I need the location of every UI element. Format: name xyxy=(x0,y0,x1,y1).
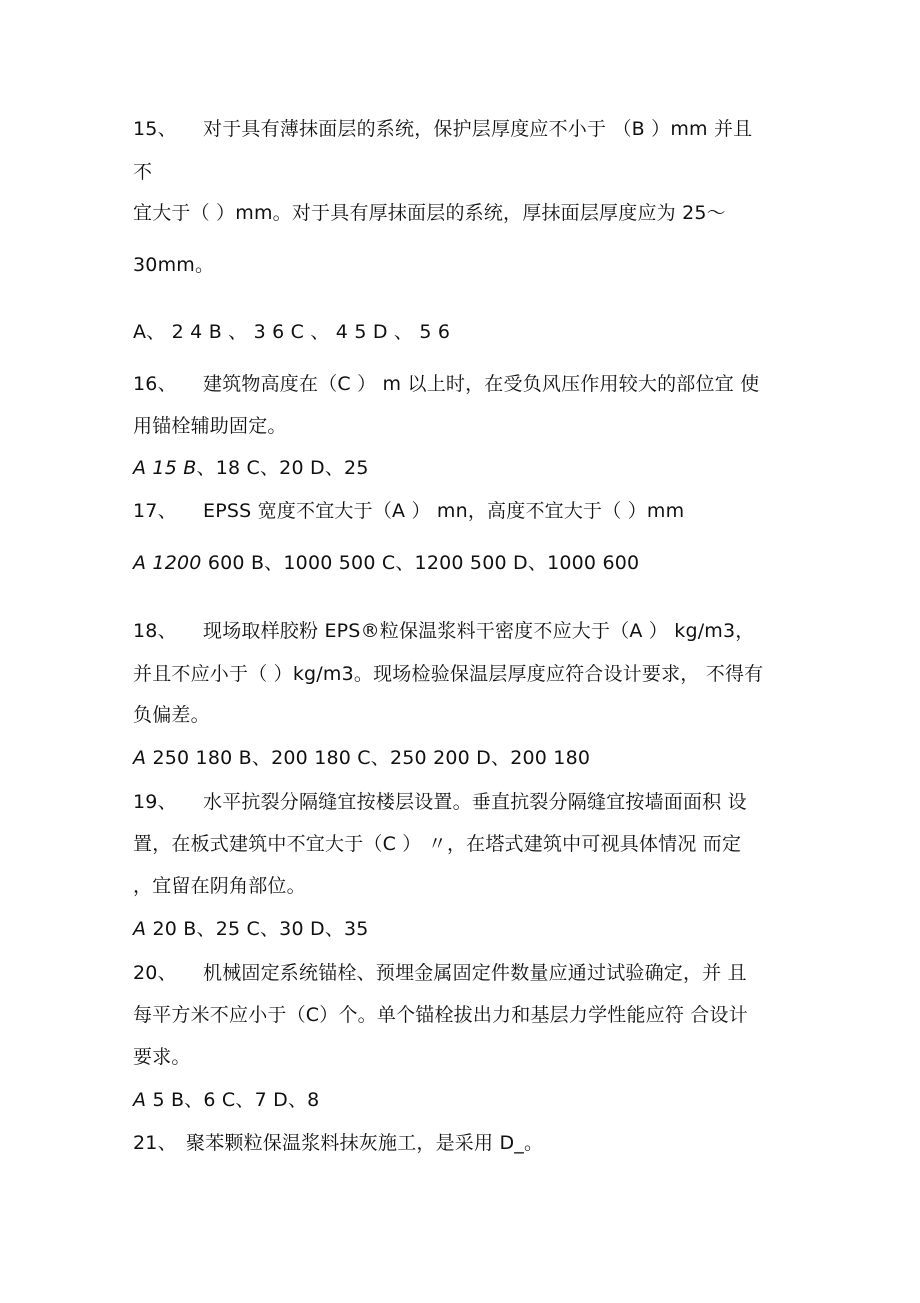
q20-options-rest: 5 B、6 C、7 D、8 xyxy=(146,1089,320,1111)
q18-line-3: 负偏差。 xyxy=(133,704,210,726)
q18-text-1: 现场取样胶粉 EPS®粒保温浆料干密度不应大于（A ） kg/m3， xyxy=(203,620,755,642)
q17-options xyxy=(133,551,639,575)
q17-number: 17、 xyxy=(133,500,177,522)
q15-line-3: 宜大于（ ）mm。对于具有厚抹面层的系统，厚抹面层厚度应为 25〜 xyxy=(133,202,726,224)
q15-number: 15、 xyxy=(133,118,177,140)
q20-options-italic: A xyxy=(133,1089,147,1111)
q17-text-1: EPSS 宽度不宜大于（A ） mn，高度不宜大于（ ）mm xyxy=(203,500,685,522)
q16-line-1 xyxy=(133,372,759,396)
q15-line-4: 30mm。 xyxy=(133,254,215,276)
q19-number: 19、 xyxy=(133,791,177,813)
q16-options xyxy=(133,456,369,480)
q20-line-2: 每平方米不应小于（C）个。单个锚栓拔出力和基层力学性能应符 合设计 xyxy=(133,1004,748,1026)
q16-text-1: 建筑物高度在（C ） m 以上时，在受负风压作用较大的部位宜 使 xyxy=(203,373,760,395)
q21-number: 21、 xyxy=(133,1132,177,1154)
q18-options-italic: A xyxy=(133,747,147,769)
q18-line-1 xyxy=(133,619,755,643)
q19-text-1: 水平抗裂分隔缝宜按楼层设置。垂直抗裂分隔缝宜按墙面面积 设 xyxy=(203,791,747,813)
q17-line-1 xyxy=(133,499,684,523)
q15-line-1 xyxy=(133,117,752,141)
q16-number: 16、 xyxy=(133,373,177,395)
q19-line-2: 置，在板式建筑中不宜大于（C ） 〃，在塔式建筑中可视具体情况 而定 xyxy=(133,833,742,855)
q15-options: A、 2 4 B 、 3 6 C 、 4 5 D 、 5 6 xyxy=(133,321,451,343)
q20-line-3: 要求。 xyxy=(133,1046,191,1068)
q20-text-1: 机械固定系统锚栓、预埋金属固定件数量应通过试验确定，并 且 xyxy=(203,962,747,984)
q15-text-1: 对于具有薄抹面层的系统，保护层厚度应不小于 （B ）mm 并且 xyxy=(203,118,753,140)
q19-options-italic: A xyxy=(133,918,147,940)
q19-line-1 xyxy=(133,790,747,814)
q17-options-italic: A 1200 xyxy=(133,552,202,574)
q20-options xyxy=(133,1088,319,1112)
q18-options-rest: 250 180 B、200 180 C、250 200 D、200 180 xyxy=(146,747,591,769)
q18-number: 18、 xyxy=(133,620,177,642)
q18-options xyxy=(133,746,590,770)
q19-options-rest: 20 B、25 C、30 D、35 xyxy=(146,918,369,940)
q21-text-1: 聚苯颗粒保温浆料抹灰施工，是采用 D_。 xyxy=(186,1132,544,1154)
q16-options-rest: 、18 C、20 D、25 xyxy=(196,457,369,479)
q16-line-2: 用锚栓辅助固定。 xyxy=(133,415,287,437)
q17-options-rest: 600 B、1000 500 C、1200 500 D、1000 600 xyxy=(201,552,640,574)
q21-line-1 xyxy=(133,1131,543,1155)
q20-line-1 xyxy=(133,961,747,985)
q20-number: 20、 xyxy=(133,962,177,984)
q19-line-3: ，宜留在阴角部位。 xyxy=(133,875,306,897)
q19-options xyxy=(133,917,369,941)
q16-options-italic: A 15 B xyxy=(133,457,197,479)
q18-line-2: 并且不应小于（ ）kg/m3。现场检验保温层厚度应符合设计要求， 不得有 xyxy=(133,663,764,685)
q15-line-2: 不 xyxy=(133,161,153,183)
